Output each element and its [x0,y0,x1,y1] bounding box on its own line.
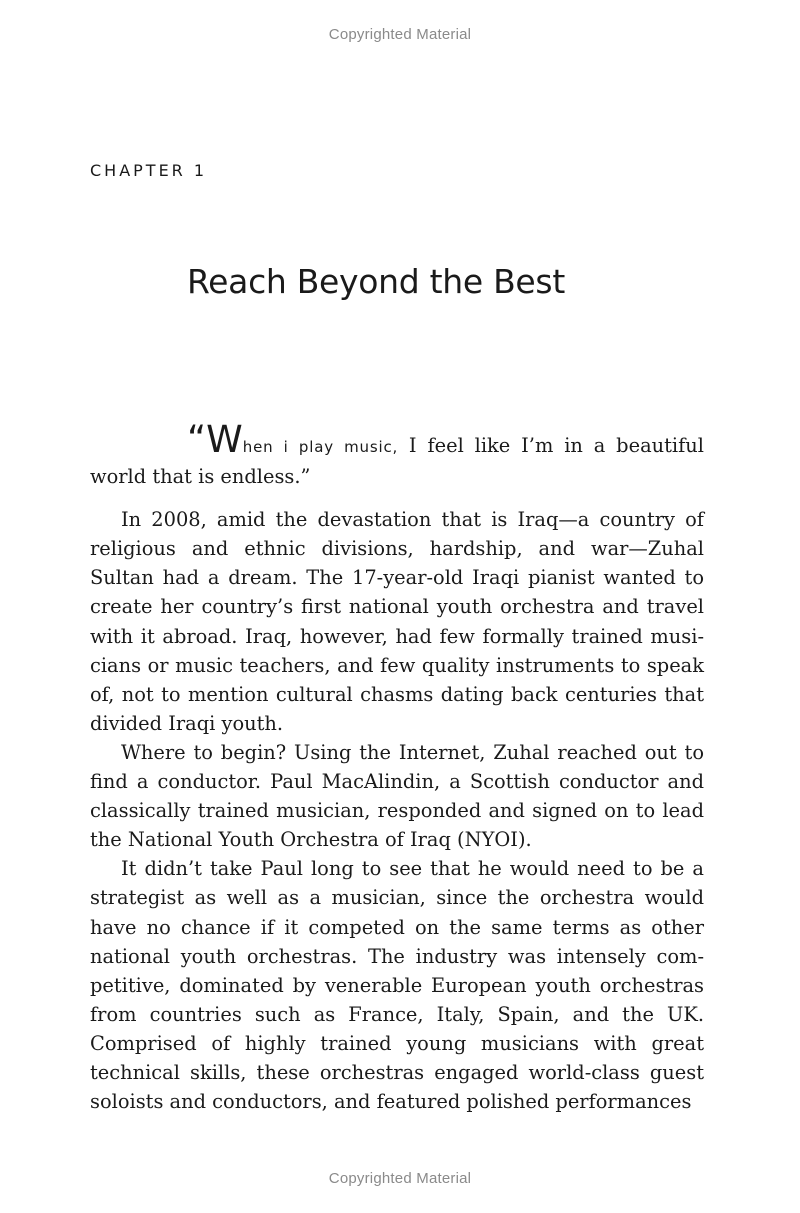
copyright-watermark-bottom: Copyrighted Material [328,1170,472,1187]
quote-open-mark: “ [187,418,207,461]
paragraph-2: Where to begin? Using the Internet, Zuhal reached out to find a conductor. Paul MacAlindin, a Scottish conductor and classically trained musician, responded and signed on to lead the National Youth Orchestra of Iraq (NYOI). [90,740,704,852]
chapter-label: CHAPTER 1 [90,161,208,180]
paragraph-3: It didn’t take Paul long to see that he would need to be a strategist as well as a musician, since the orchestra would have no chance if it competed on the same terms as other national youth orchestras. The industry was intensely competitive, dominated by venerable European youth orchestras from countries such as France, Italy, Spain, and the UK. Comprised of highly trained young musicians with great technical skills, these orchestras engaged world-class guest soloists and conductors, and featured polished performances [90,857,704,1114]
copyright-watermark-top: Copyrighted Material [328,26,472,43]
drop-initial: W [206,418,243,461]
paragraph-1: In 2008, amid the devastation that is Iraq—a country of religious and ethnic divisions, hardship, and war—Zuhal Sultan had a dream. The 17-year-old Iraqi pianist wanted to create her country’s first national youth orchestra and travel with it abroad. Iraq, however, had few formally trained musicians or music teachers, and few quality instruments to speak of, not to mention cultural chasms dating back centuries that divided Iraqi youth. [90,508,704,735]
opening-quote [90,418,704,491]
opening-smallcaps: hen i play music, [242,438,399,456]
chapter-body [90,418,704,1116]
chapter-title: Reach Beyond the Best [187,262,565,301]
opening-quote-rest: I feel like I’m in a beautiful world that is endless.” [90,434,704,489]
